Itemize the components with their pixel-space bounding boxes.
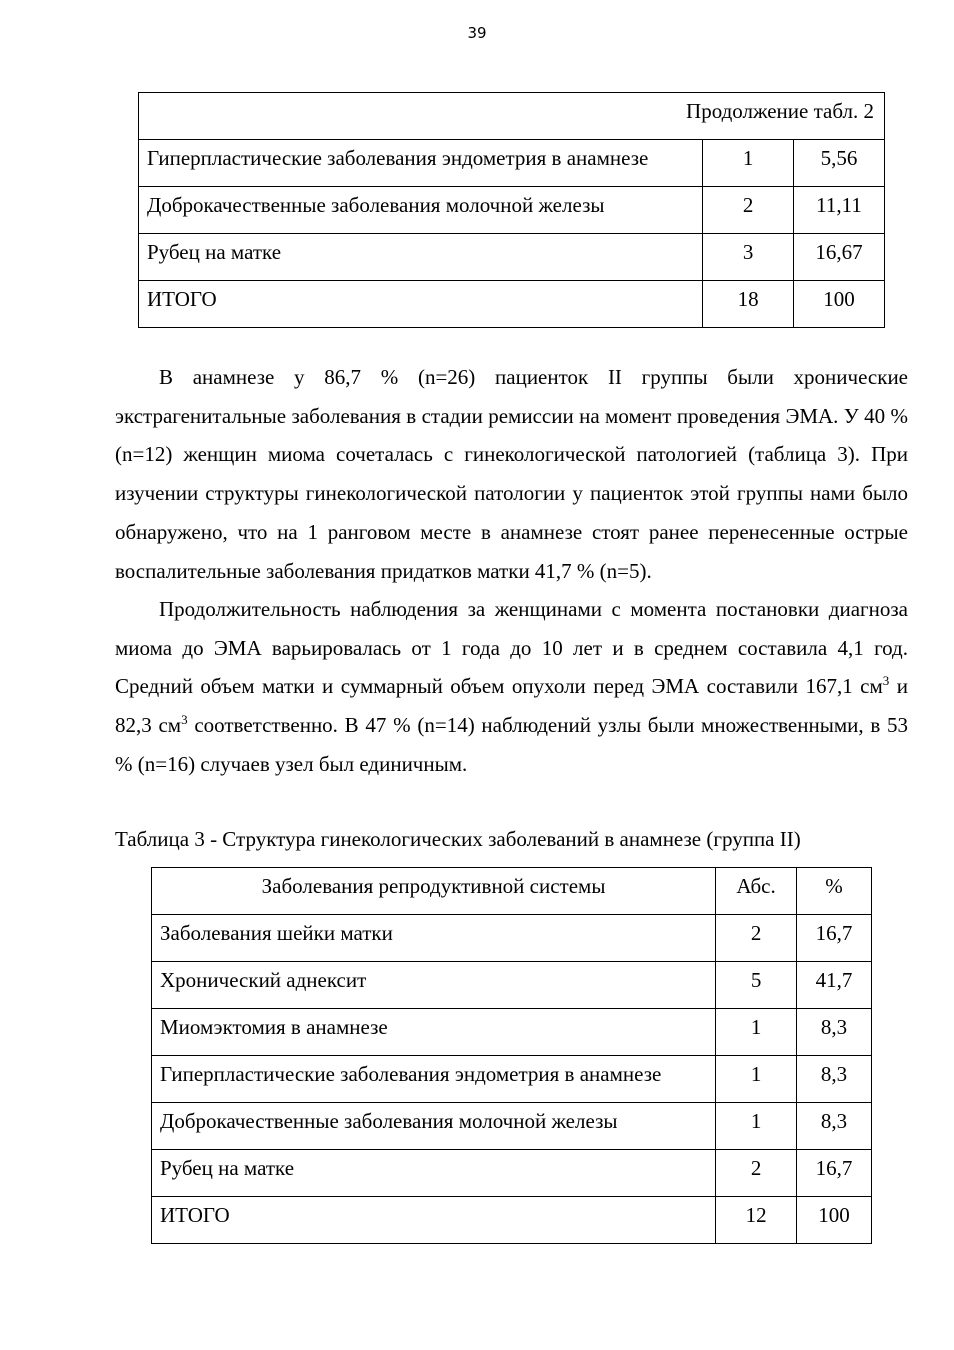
row-abs: 1 <box>716 1103 797 1150</box>
row-label: Миомэктомия в анамнезе <box>152 1009 716 1056</box>
column-header: Абс. <box>716 868 797 915</box>
table-row <box>139 187 885 234</box>
row-pct: 8,3 <box>797 1103 872 1150</box>
row-abs: 5 <box>716 962 797 1009</box>
table-row <box>152 1197 872 1244</box>
table-3-caption: Таблица 3 - Структура гинекологических заболеваний в анамнезе (группа II) <box>115 827 801 851</box>
row-label: ИТОГО <box>152 1197 716 1244</box>
row-abs: 3 <box>703 234 794 281</box>
table-row <box>139 281 885 328</box>
table-row <box>139 140 885 187</box>
table-row <box>152 1009 872 1056</box>
paragraph-2 <box>115 590 908 784</box>
row-label: Рубец на матке <box>152 1150 716 1197</box>
row-label: Гиперпластические заболевания эндометрия в анамнезе <box>152 1056 716 1103</box>
row-label: Доброкачественные заболевания молочной железы <box>139 187 703 234</box>
row-abs: 2 <box>703 187 794 234</box>
row-pct: 5,56 <box>794 140 885 187</box>
table-2-continuation <box>138 92 885 328</box>
table-row <box>152 962 872 1009</box>
paragraph-2-text-2: и 82,3 см <box>115 674 908 738</box>
row-label: Рубец на матке <box>139 234 703 281</box>
row-label: Доброкачественные заболевания молочной железы <box>152 1103 716 1150</box>
row-pct: 16,7 <box>797 1150 872 1197</box>
row-abs: 1 <box>716 1056 797 1103</box>
superscript: 3 <box>882 673 890 689</box>
row-label: Заболевания шейки матки <box>152 915 716 962</box>
page-number: 39 <box>467 24 487 42</box>
row-pct: 16,67 <box>794 234 885 281</box>
row-pct: 100 <box>797 1197 872 1244</box>
table-row <box>139 93 885 140</box>
row-pct: 8,3 <box>797 1009 872 1056</box>
row-label: Хронический аднексит <box>152 962 716 1009</box>
table-3 <box>151 867 872 1244</box>
row-abs: 12 <box>716 1197 797 1244</box>
table-row <box>139 234 885 281</box>
row-abs: 1 <box>703 140 794 187</box>
row-pct: 11,11 <box>794 187 885 234</box>
row-label: ИТОГО <box>139 281 703 328</box>
row-pct: 100 <box>794 281 885 328</box>
paragraph-1: В анамнезе у 86,7 % (n=26) пациенток II группы были хронические экстрагенитальные заболевания в стадии ремиссии на момент проведения ЭМА. У 40 % (n=12) женщин миома сочеталась с гинекологической патологией (таблица 3). При изучении структуры гинекологической патологии у пациенток этой группы нами было обнаружено, что на 1 ранговом месте в анамнезе стоят ранее перенесенные острые воспалительные заболевания придатков матки 41,7 % (n=5). <box>115 365 908 583</box>
table-row <box>152 915 872 962</box>
table-header-row <box>152 868 872 915</box>
table-row <box>152 1150 872 1197</box>
row-label: Гиперпластические заболевания эндометрия в анамнезе <box>139 140 703 187</box>
table-row <box>152 1056 872 1103</box>
column-header: Заболевания репродуктивной системы <box>152 868 716 915</box>
paragraph-2-text-1: Продолжительность наблюдения за женщинами с момента постановки диагноза миома до ЭМА варьировалась от 1 года до 10 лет и в среднем составила 4,1 год. Средний объем матки и суммарный объем опухоли перед ЭМА составили 167,1 см <box>115 597 908 699</box>
row-pct: 8,3 <box>797 1056 872 1103</box>
row-abs: 18 <box>703 281 794 328</box>
row-abs: 1 <box>716 1009 797 1056</box>
continuation-label: Продолжение табл. 2 <box>139 93 885 140</box>
paragraph-2-text-3: соответственно. В 47 % (n=14) наблюдений узлы были множественными, в 53 % (n=16) случаев узел был единичным. <box>115 713 908 776</box>
row-pct: 16,7 <box>797 915 872 962</box>
table-row <box>152 1103 872 1150</box>
row-abs: 2 <box>716 1150 797 1197</box>
column-header: % <box>797 868 872 915</box>
row-pct: 41,7 <box>797 962 872 1009</box>
row-abs: 2 <box>716 915 797 962</box>
superscript: 3 <box>181 712 188 728</box>
